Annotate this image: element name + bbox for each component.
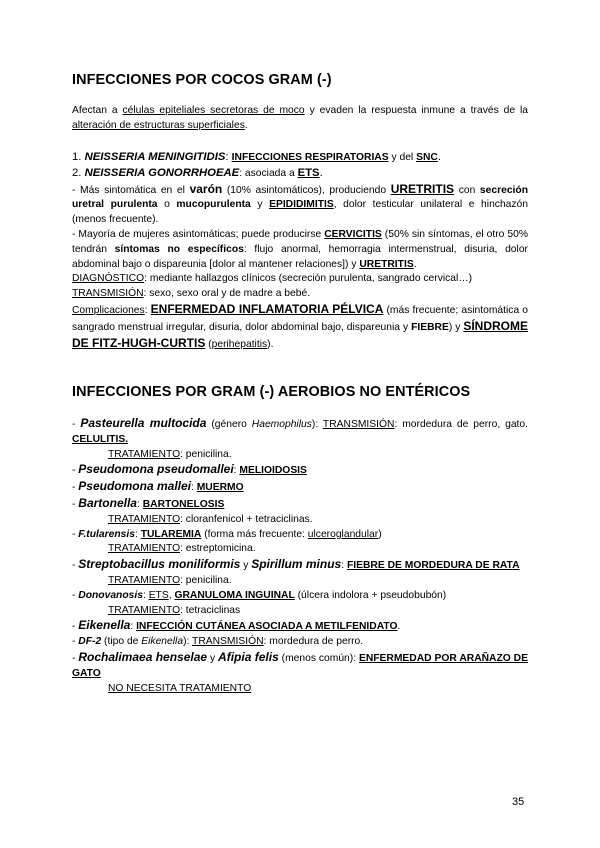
list-item: - Eikenella: INFECCIÓN CUTÁNEA ASOCIADA A METILFENIDATO. — [72, 618, 401, 633]
list-item: - Pseudomona mallei: MUERMO — [72, 479, 244, 494]
list-item: TRATAMIENTO: penicilina. — [108, 448, 232, 460]
aerobios-list — [72, 416, 528, 696]
list-item: - Pseudomona pseudomallei: MELIOIDOSIS — [72, 462, 307, 477]
list-item: TRANSMISIÓN: sexo, sexo oral y de madre a bebé. — [72, 288, 311, 300]
list-item: DIAGNÓSTICO: mediante hallazgos clínicos (secreción purulenta, sangrado cervical…) — [72, 273, 473, 285]
page-number: 35 — [512, 796, 525, 808]
list-item: - DF-2 (tipo de Eikenella): TRANSMISIÓN: mordedura de perro. — [72, 636, 364, 648]
section-title-cocos: INFECCIONES POR COCOS GRAM (-) — [72, 72, 332, 88]
list-item: TRATAMIENTO: estreptomicina. — [108, 543, 256, 555]
intro-paragraph: Afectan a células epiteliales secretoras de moco y evaden la respuesta inmune a través de la alteración de estructuras superficiales. — [72, 105, 528, 131]
list-item: TRATAMIENTO: tetraciclinas — [108, 604, 241, 616]
section-title-aerobios: INFECCIONES POR GRAM (-) AEROBIOS NO ENTÉRICOS — [72, 384, 471, 400]
list-item: TRATAMIENTO: cloranfenicol + tetraciclinas. — [108, 513, 313, 525]
list-item: - Pasteurella multocida (género Haemophilus): TRANSMISIÓN: mordedura de perro, gato. CELULITIS. — [72, 416, 529, 445]
list-item: - Donovanosis: ETS, GRANULOMA INGUINAL (úlcera indolora + pseudobubón) — [72, 589, 447, 601]
list-item: - Rochalimaea henselae y Afipia felis (menos común): ENFERMEDAD POR ARAÑAZO DE GATO — [72, 649, 528, 679]
list-item: - Streptobacillus moniliformis y Spirillum minus: FIEBRE DE MORDEDURA DE RATA — [72, 557, 520, 572]
list-item: - Más sintomática en el varón (10% asintomáticos), produciendo URETRITIS con secreción uretral purulenta o mucopurulenta y EPIDIDIMITIS, dolor testicular unilateral e hinchazón (menos frecuente). — [72, 181, 529, 226]
list-item: TRATAMIENTO: penicilina. — [108, 574, 232, 586]
list-item: 1. NEISSERIA MENINGITIDIS: INFECCIONES RESPIRATORIAS y del SNC. — [72, 151, 441, 163]
list-item: Complicaciones: ENFERMEDAD INFLAMATORIA PÉLVICA (más frecuente; asintomática o sangrado menstrual irregular, disuria, dolor abdominal bajo, dispareunia y FIEBRE) y SÍNDROME DE FITZ-HUGH-CURTIS (perihepatitis). — [72, 301, 528, 350]
neisseria-list — [72, 150, 528, 352]
list-item: - Bartonella: BARTONELOSIS — [72, 495, 225, 510]
list-item: - F.tularensis: TULAREMIA (forma más frecuente: ulceroglandular) — [72, 528, 382, 540]
list-item: NO NECESITA TRATAMIENTO — [108, 682, 252, 694]
list-item: - Mayoría de mujeres asintomáticas; puede producirse CERVICITIS (50% sin síntomas, el otro 50% tendrán síntomas no específicos: flujo anormal, hemorragia intermenstrual, disuria, dolor abdominal bajo o dispareunia [dolor al mantener relaciones]) y URETRITIS. — [72, 228, 528, 270]
list-item: 2. NEISSERIA GONORRHOEAE: asociada a ETS. — [72, 166, 323, 179]
